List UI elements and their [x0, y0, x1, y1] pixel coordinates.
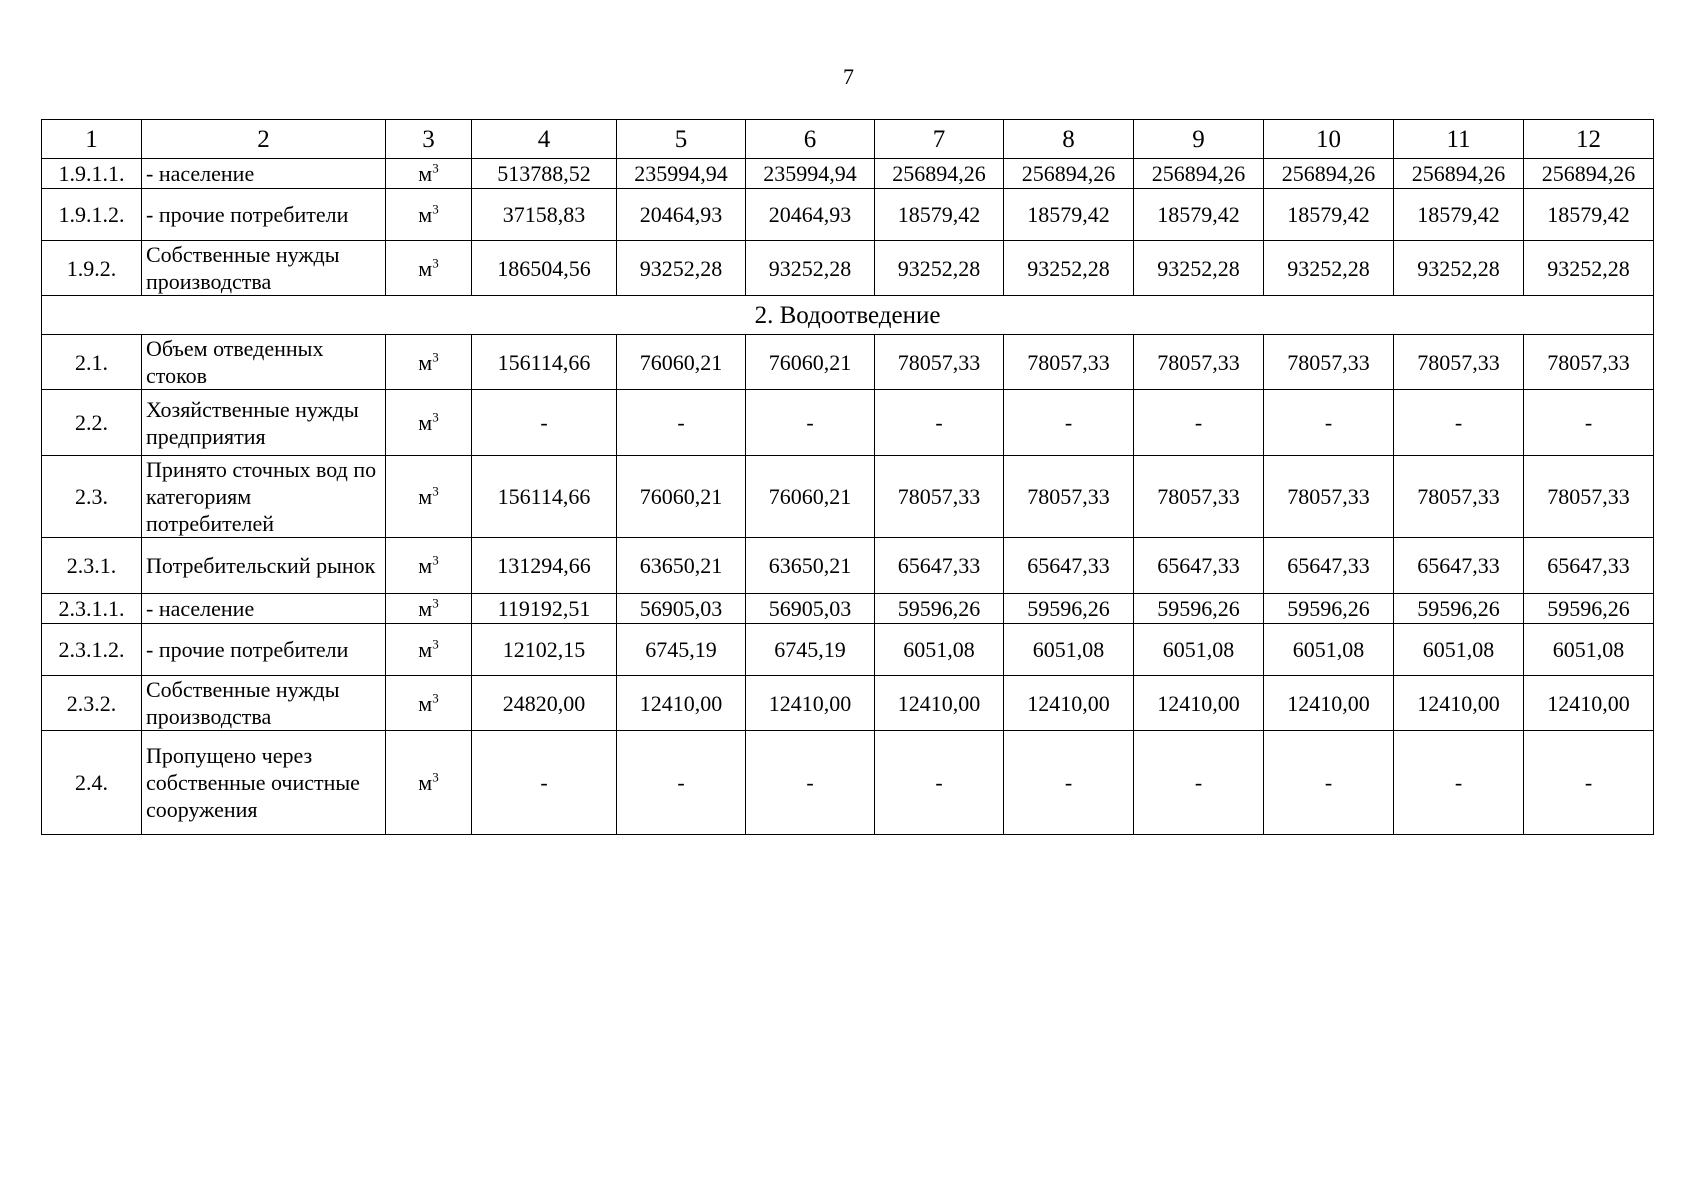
value-cell: 59596,26	[1264, 594, 1394, 624]
table-body	[42, 159, 1654, 835]
unit-superscript: 3	[432, 349, 439, 365]
row-name: Хозяйственные нужды предприятия	[142, 390, 386, 456]
column-header: 1	[42, 120, 142, 159]
unit-superscript: 3	[432, 409, 439, 425]
value-cell: 93252,28	[746, 241, 875, 296]
column-header: 12	[1524, 120, 1654, 159]
value-cell: 63650,21	[617, 538, 746, 594]
row-code: 2.3.2.	[42, 676, 142, 731]
row-code: 2.3.1.1.	[42, 594, 142, 624]
value-cell: 6051,08	[1004, 624, 1134, 676]
table-row	[42, 594, 1654, 624]
value-cell: 65647,33	[1004, 538, 1134, 594]
section-row	[42, 296, 1654, 335]
value-cell: 78057,33	[875, 456, 1004, 538]
value-cell: 78057,33	[1134, 456, 1264, 538]
column-header: 7	[875, 120, 1004, 159]
value-cell: -	[1134, 731, 1264, 835]
value-cell: 93252,28	[1004, 241, 1134, 296]
value-cell: 12410,00	[617, 676, 746, 731]
value-cell: 156114,66	[472, 335, 617, 390]
value-cell: 93252,28	[1134, 241, 1264, 296]
value-cell: 56905,03	[617, 594, 746, 624]
value-cell: 119192,51	[472, 594, 617, 624]
unit-base: м	[418, 161, 433, 186]
row-code: 2.3.1.	[42, 538, 142, 594]
value-cell: 78057,33	[1264, 335, 1394, 390]
value-cell: 78057,33	[1394, 456, 1524, 538]
value-cell: 93252,28	[1264, 241, 1394, 296]
value-cell: 12410,00	[1524, 676, 1654, 731]
table-row	[42, 676, 1654, 731]
unit-base: м	[418, 410, 433, 435]
value-cell: 65647,33	[1524, 538, 1654, 594]
value-cell: 256894,26	[1004, 159, 1134, 189]
unit-superscript: 3	[432, 595, 439, 611]
value-cell: 24820,00	[472, 676, 617, 731]
row-name: Принято сточных вод по категориям потребителей	[142, 456, 386, 538]
value-cell: 18579,42	[1134, 189, 1264, 241]
unit-base: м	[418, 596, 433, 621]
value-cell: 12102,15	[472, 624, 617, 676]
value-cell: 156114,66	[472, 456, 617, 538]
row-code: 2.3.1.2.	[42, 624, 142, 676]
column-header: 5	[617, 120, 746, 159]
row-unit	[386, 159, 472, 189]
unit-superscript: 3	[432, 160, 439, 176]
row-unit	[386, 624, 472, 676]
row-code: 2.4.	[42, 731, 142, 835]
row-name: Собственные нужды производства	[142, 676, 386, 731]
unit-base: м	[418, 690, 433, 716]
column-header: 10	[1264, 120, 1394, 159]
table-row	[42, 538, 1654, 594]
value-cell: 18579,42	[1524, 189, 1654, 241]
table-row	[42, 731, 1654, 835]
value-cell: 12410,00	[875, 676, 1004, 731]
column-header: 6	[746, 120, 875, 159]
value-cell: -	[617, 390, 746, 456]
value-cell: 513788,52	[472, 159, 617, 189]
value-cell: 76060,21	[746, 456, 875, 538]
value-cell: 78057,33	[1004, 335, 1134, 390]
value-cell: 6051,08	[1524, 624, 1654, 676]
value-cell: 20464,93	[746, 189, 875, 241]
unit-base: м	[418, 202, 433, 227]
value-cell: 6745,19	[746, 624, 875, 676]
value-cell: 56905,03	[746, 594, 875, 624]
row-code: 2.2.	[42, 390, 142, 456]
value-cell: -	[875, 390, 1004, 456]
unit-superscript: 3	[432, 201, 439, 217]
unit-base: м	[418, 637, 433, 662]
value-cell: 12410,00	[1394, 676, 1524, 731]
value-cell: 12410,00	[1004, 676, 1134, 731]
value-cell: -	[1134, 390, 1264, 456]
value-cell: -	[746, 731, 875, 835]
header-row	[42, 120, 1654, 159]
value-cell: 235994,94	[617, 159, 746, 189]
row-name: Пропущено через собственные очистные сооружения	[142, 731, 386, 835]
value-cell: 78057,33	[1524, 335, 1654, 390]
row-unit	[386, 189, 472, 241]
row-name: Потребительский рынок	[142, 538, 386, 594]
column-header: 4	[472, 120, 617, 159]
section-title: 2. Водоотведение	[42, 296, 1654, 335]
row-name: - прочие потребители	[142, 189, 386, 241]
value-cell: 93252,28	[1524, 241, 1654, 296]
value-cell: -	[472, 390, 617, 456]
row-unit	[386, 676, 472, 731]
value-cell: 131294,66	[472, 538, 617, 594]
unit-superscript: 3	[432, 636, 439, 652]
row-code: 2.1.	[42, 335, 142, 390]
value-cell: 186504,56	[472, 241, 617, 296]
table-row	[42, 241, 1654, 296]
value-cell: 12410,00	[1134, 676, 1264, 731]
value-cell: 78057,33	[875, 335, 1004, 390]
value-cell: 65647,33	[1264, 538, 1394, 594]
value-cell: 256894,26	[1264, 159, 1394, 189]
unit-superscript: 3	[432, 690, 439, 706]
value-cell: 65647,33	[1134, 538, 1264, 594]
value-cell: -	[1524, 731, 1654, 835]
value-cell: 256894,26	[1394, 159, 1524, 189]
value-cell: -	[472, 731, 617, 835]
value-cell: 59596,26	[1004, 594, 1134, 624]
value-cell: 76060,21	[746, 335, 875, 390]
row-code: 1.9.1.1.	[42, 159, 142, 189]
value-cell: 78057,33	[1004, 456, 1134, 538]
value-cell: 18579,42	[1394, 189, 1524, 241]
value-cell: -	[1394, 731, 1524, 835]
unit-base: м	[418, 255, 433, 281]
column-header: 8	[1004, 120, 1134, 159]
table-row	[42, 159, 1654, 189]
value-cell: 256894,26	[1524, 159, 1654, 189]
value-cell: 6051,08	[1134, 624, 1264, 676]
value-cell: 6051,08	[1394, 624, 1524, 676]
table-row	[42, 456, 1654, 538]
unit-base: м	[418, 770, 433, 795]
value-cell: 59596,26	[875, 594, 1004, 624]
table-row	[42, 390, 1654, 456]
column-header: 2	[142, 120, 386, 159]
row-unit	[386, 538, 472, 594]
value-cell: -	[1004, 731, 1134, 835]
row-code: 1.9.2.	[42, 241, 142, 296]
unit-base: м	[418, 349, 433, 375]
table-row	[42, 624, 1654, 676]
value-cell: 6051,08	[1264, 624, 1394, 676]
value-cell: 6051,08	[875, 624, 1004, 676]
table-row	[42, 189, 1654, 241]
row-name: - население	[142, 159, 386, 189]
row-code: 1.9.1.2.	[42, 189, 142, 241]
value-cell: 76060,21	[617, 456, 746, 538]
column-header: 9	[1134, 120, 1264, 159]
row-unit	[386, 241, 472, 296]
value-cell: 78057,33	[1264, 456, 1394, 538]
unit-superscript: 3	[432, 483, 439, 499]
row-name: Объем отведенных стоков	[142, 335, 386, 390]
value-cell: -	[875, 731, 1004, 835]
unit-superscript: 3	[432, 255, 439, 271]
value-cell: 78057,33	[1524, 456, 1654, 538]
value-cell: 93252,28	[875, 241, 1004, 296]
value-cell: 256894,26	[1134, 159, 1264, 189]
value-cell: 78057,33	[1134, 335, 1264, 390]
page-number: 7	[843, 64, 854, 89]
value-cell: 18579,42	[1004, 189, 1134, 241]
value-cell: 18579,42	[875, 189, 1004, 241]
value-cell: 235994,94	[746, 159, 875, 189]
row-name: - прочие потребители	[142, 624, 386, 676]
unit-superscript: 3	[432, 769, 439, 785]
value-cell: 78057,33	[1394, 335, 1524, 390]
value-cell: 59596,26	[1134, 594, 1264, 624]
row-unit	[386, 456, 472, 538]
unit-superscript: 3	[432, 552, 439, 568]
unit-base: м	[418, 553, 433, 578]
unit-base: м	[418, 484, 433, 509]
value-cell: 93252,28	[1394, 241, 1524, 296]
row-code: 2.3.	[42, 456, 142, 538]
table-row	[42, 335, 1654, 390]
row-unit	[386, 594, 472, 624]
value-cell: -	[1004, 390, 1134, 456]
column-header: 11	[1394, 120, 1524, 159]
value-cell: -	[617, 731, 746, 835]
value-cell: 63650,21	[746, 538, 875, 594]
row-unit	[386, 390, 472, 456]
value-cell: -	[1394, 390, 1524, 456]
value-cell: -	[1524, 390, 1654, 456]
column-header: 3	[386, 120, 472, 159]
value-cell: 76060,21	[617, 335, 746, 390]
row-unit	[386, 731, 472, 835]
value-cell: 37158,83	[472, 189, 617, 241]
value-cell: 18579,42	[1264, 189, 1394, 241]
value-cell: 12410,00	[746, 676, 875, 731]
value-cell: 6745,19	[617, 624, 746, 676]
value-cell: 65647,33	[1394, 538, 1524, 594]
value-cell: -	[1264, 731, 1394, 835]
data-table	[41, 119, 1654, 835]
value-cell: -	[746, 390, 875, 456]
row-name: - население	[142, 594, 386, 624]
value-cell: 59596,26	[1524, 594, 1654, 624]
value-cell: 12410,00	[1264, 676, 1394, 731]
row-unit	[386, 335, 472, 390]
value-cell: -	[1264, 390, 1394, 456]
value-cell: 59596,26	[1394, 594, 1524, 624]
value-cell: 256894,26	[875, 159, 1004, 189]
value-cell: 65647,33	[875, 538, 1004, 594]
table-header	[42, 120, 1654, 159]
row-name: Собственные нужды производства	[142, 241, 386, 296]
value-cell: 20464,93	[617, 189, 746, 241]
value-cell: 93252,28	[617, 241, 746, 296]
